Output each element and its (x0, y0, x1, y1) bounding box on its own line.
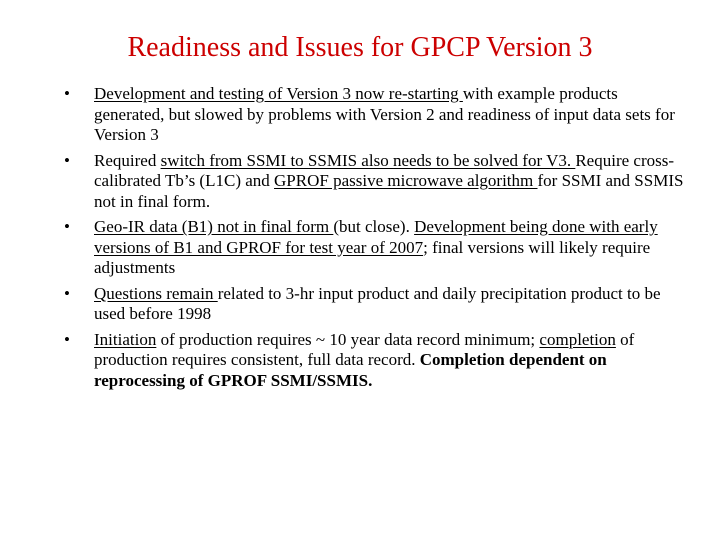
bullet-item (64, 284, 684, 325)
slide-title: Readiness and Issues for GPCP Version 3 (127, 32, 593, 63)
text-segment: Required (94, 150, 161, 170)
bullet-text (94, 330, 634, 390)
text-segment: (but close). (333, 217, 415, 236)
underlined-text: completion (539, 329, 616, 349)
text-segment: Require cross-calibrated Tb’s (L1C) and (94, 150, 675, 190)
underlined-text: Geo-IR data (B1) not in final form (94, 217, 334, 236)
underlined-text: Development and testing of Version 3 now re-starting (94, 84, 463, 103)
text-segment: with example products generated, but slowed by problems with Version 2 and readiness of input data sets for Version 3 (94, 84, 675, 144)
text-segment: related to 3-hr input product and daily precipitation product to be used before 1998 (94, 283, 661, 323)
bullet-marker: • (64, 283, 70, 303)
bullet-marker: • (64, 329, 70, 349)
bullet-text (94, 217, 658, 277)
bold-text: Completion dependent on reprocessing of GPROF SSMI/SSMIS. (94, 350, 607, 390)
text-segment: of production requires consistent, full data record. (94, 329, 635, 369)
underlined-text: GPROF passive microwave algorithm (274, 171, 538, 190)
text-segment: ; final versions will likely require adjustments (94, 237, 651, 277)
bullet-item (64, 330, 684, 392)
bullet-item (64, 151, 684, 213)
bullet-marker: • (64, 150, 70, 170)
underlined-text: Development being done with early versions of B1 and GPROF for test year of 2007 (94, 217, 658, 257)
bullet-text (94, 284, 661, 324)
underlined-text: Questions remain (94, 283, 218, 303)
bullet-text (94, 151, 683, 211)
bullet-item (64, 84, 684, 146)
bullet-marker: • (64, 217, 70, 236)
bullet-item (64, 217, 684, 279)
underlined-text: Initiation (94, 329, 157, 349)
bullet-list (64, 84, 684, 396)
text-segment: of production requires ~ 10 year data record minimum; (156, 329, 540, 349)
bullet-text (94, 84, 675, 144)
text-segment: for SSMI and SSMIS not in final form. (94, 171, 684, 211)
bullet-marker: • (64, 84, 70, 103)
underlined-text: switch from SSMI to SSMIS also needs to be solved for V3. (160, 150, 576, 170)
